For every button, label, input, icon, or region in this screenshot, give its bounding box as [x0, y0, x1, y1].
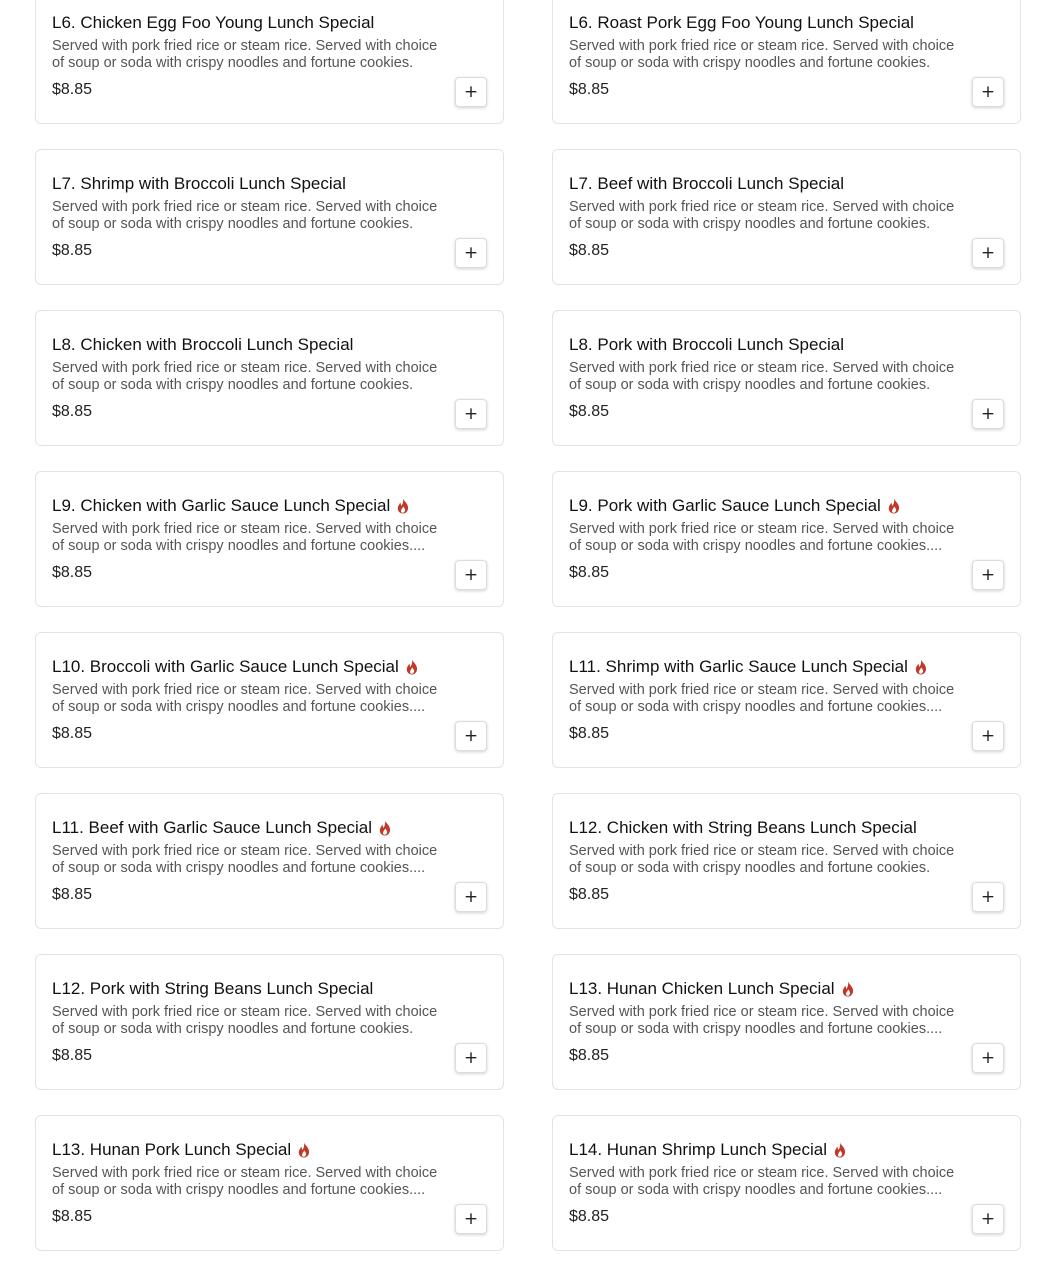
- menu-item-card[interactable]: [35, 954, 504, 1090]
- plus-icon: +: [463, 403, 479, 424]
- add-to-cart-button[interactable]: [972, 1204, 1004, 1234]
- flame-icon: [887, 498, 901, 514]
- menu-item-description: Served with pork fried rice or steam rice. Served with choice of soup or soda with crispy noodles and fortune cookies.: [569, 843, 955, 876]
- flame-icon: [396, 498, 410, 514]
- menu-item-description: Served with pork fried rice or steam rice. Served with choice of soup or soda with crispy noodles and fortune cookies.: [52, 1004, 438, 1037]
- menu-item-title: L8. Chicken with Broccoli Lunch Special: [52, 335, 354, 354]
- add-to-cart-button[interactable]: [972, 238, 1004, 268]
- plus-icon: +: [463, 1208, 479, 1229]
- menu-item-title: L9. Pork with Garlic Sauce Lunch Special: [569, 496, 881, 515]
- add-to-cart-button[interactable]: [972, 721, 1004, 751]
- menu-item-title: L9. Chicken with Garlic Sauce Lunch Special: [52, 496, 391, 515]
- menu-item-title: L7. Shrimp with Broccoli Lunch Special: [52, 174, 346, 193]
- menu-item-description: Served with pork fried rice or steam rice. Served with choice of soup or soda with crispy noodles and fortune cookies....: [569, 1004, 955, 1037]
- menu-item-title-row: [52, 1139, 487, 1161]
- add-to-cart-button[interactable]: [972, 399, 1004, 429]
- plus-icon: +: [463, 564, 479, 585]
- menu-item-card[interactable]: [552, 0, 1021, 124]
- add-to-cart-button[interactable]: [455, 1043, 487, 1073]
- plus-icon: +: [463, 725, 479, 746]
- menu-item-price: $8.85: [569, 242, 610, 259]
- plus-icon: +: [980, 725, 996, 746]
- menu-item-title: L6. Chicken Egg Foo Young Lunch Special: [52, 13, 375, 32]
- menu-item-price: $8.85: [52, 564, 93, 581]
- menu-item-card[interactable]: [35, 632, 504, 768]
- flame-icon: [833, 1142, 847, 1158]
- flame-icon: [297, 1142, 311, 1158]
- menu-item-card[interactable]: [35, 471, 504, 607]
- add-to-cart-button[interactable]: [455, 882, 487, 912]
- plus-icon: +: [463, 242, 479, 263]
- menu-item-title: L12. Chicken with String Beans Lunch Special: [569, 818, 917, 837]
- plus-icon: +: [980, 1208, 996, 1229]
- plus-icon: +: [980, 1047, 996, 1068]
- menu-item-title-row: [52, 495, 487, 517]
- menu-item-card[interactable]: [552, 149, 1021, 285]
- menu-item-title-row: [569, 656, 1004, 678]
- add-to-cart-button[interactable]: [972, 77, 1004, 107]
- menu-item-description: Served with pork fried rice or steam rice. Served with choice of soup or soda with crispy noodles and fortune cookies....: [52, 843, 438, 876]
- plus-icon: +: [463, 1047, 479, 1068]
- menu-item-price: $8.85: [569, 403, 610, 420]
- menu-item-title-row: [569, 817, 1004, 839]
- plus-icon: +: [980, 886, 996, 907]
- flame-icon: [841, 981, 855, 997]
- menu-item-price: $8.85: [52, 725, 93, 742]
- plus-icon: +: [980, 81, 996, 102]
- menu-item-title-row: [52, 978, 487, 1000]
- menu-item-card[interactable]: [552, 1115, 1021, 1251]
- menu-item-price: $8.85: [52, 403, 93, 420]
- menu-item-card[interactable]: [552, 954, 1021, 1090]
- add-to-cart-button[interactable]: [455, 77, 487, 107]
- menu-item-description: Served with pork fried rice or steam rice. Served with choice of soup or soda with crispy noodles and fortune cookies....: [52, 1165, 438, 1198]
- menu-item-card[interactable]: [552, 471, 1021, 607]
- add-to-cart-button[interactable]: [972, 1043, 1004, 1073]
- menu-item-title-row: [569, 173, 1004, 195]
- add-to-cart-button[interactable]: [972, 882, 1004, 912]
- add-to-cart-button[interactable]: [972, 560, 1004, 590]
- menu-item-title-row: [52, 817, 487, 839]
- menu-item-card[interactable]: [35, 149, 504, 285]
- menu-item-title-row: [569, 495, 1004, 517]
- plus-icon: +: [980, 242, 996, 263]
- menu-item-title-row: [569, 978, 1004, 1000]
- menu-item-description: Served with pork fried rice or steam rice. Served with choice of soup or soda with crispy noodles and fortune cookies.: [52, 360, 438, 393]
- menu-item-title-row: [52, 334, 487, 356]
- menu-item-title: L8. Pork with Broccoli Lunch Special: [569, 335, 844, 354]
- menu-item-description: Served with pork fried rice or steam rice. Served with choice of soup or soda with crispy noodles and fortune cookies.: [569, 38, 955, 71]
- plus-icon: +: [980, 564, 996, 585]
- menu-item-description: Served with pork fried rice or steam rice. Served with choice of soup or soda with crispy noodles and fortune cookies.: [52, 38, 438, 71]
- menu-item-title: L6. Roast Pork Egg Foo Young Lunch Special: [569, 13, 914, 32]
- menu-item-title: L11. Beef with Garlic Sauce Lunch Special: [52, 818, 373, 837]
- menu-item-title-row: [52, 12, 487, 34]
- menu-item-card[interactable]: [35, 1115, 504, 1251]
- menu-item-price: $8.85: [569, 1047, 610, 1064]
- menu-item-price: $8.85: [52, 81, 93, 98]
- menu-item-description: Served with pork fried rice or steam rice. Served with choice of soup or soda with crispy noodles and fortune cookies....: [569, 682, 955, 715]
- menu-item-card[interactable]: [552, 793, 1021, 929]
- menu-item-price: $8.85: [569, 1208, 610, 1225]
- menu-item-description: Served with pork fried rice or steam rice. Served with choice of soup or soda with crispy noodles and fortune cookies.: [569, 199, 955, 232]
- menu-item-title: L7. Beef with Broccoli Lunch Special: [569, 174, 844, 193]
- menu-item-card[interactable]: [35, 793, 504, 929]
- menu-item-price: $8.85: [52, 242, 93, 259]
- add-to-cart-button[interactable]: [455, 721, 487, 751]
- menu-item-price: $8.85: [52, 886, 93, 903]
- menu-item-price: $8.85: [52, 1208, 93, 1225]
- plus-icon: +: [463, 886, 479, 907]
- menu-item-price: $8.85: [569, 886, 610, 903]
- menu-item-description: Served with pork fried rice or steam rice. Served with choice of soup or soda with crispy noodles and fortune cookies....: [52, 521, 438, 554]
- menu-item-title-row: [52, 173, 487, 195]
- menu-item-description: Served with pork fried rice or steam rice. Served with choice of soup or soda with crispy noodles and fortune cookies.: [569, 360, 955, 393]
- add-to-cart-button[interactable]: [455, 238, 487, 268]
- menu-item-price: $8.85: [569, 725, 610, 742]
- plus-icon: +: [463, 81, 479, 102]
- menu-item-title-row: [569, 12, 1004, 34]
- menu-item-description: Served with pork fried rice or steam rice. Served with choice of soup or soda with crispy noodles and fortune cookies....: [569, 521, 955, 554]
- flame-icon: [405, 659, 419, 675]
- flame-icon: [378, 820, 392, 836]
- menu-item-card[interactable]: [35, 0, 504, 124]
- menu-item-grid: [35, 0, 1021, 1251]
- menu-item-title: L13. Hunan Pork Lunch Special: [52, 1140, 292, 1159]
- menu-item-title: L10. Broccoli with Garlic Sauce Lunch Special: [52, 657, 399, 676]
- menu-item-description: Served with pork fried rice or steam rice. Served with choice of soup or soda with crispy noodles and fortune cookies....: [52, 682, 438, 715]
- menu-item-title: L12. Pork with String Beans Lunch Special: [52, 979, 374, 998]
- menu-item-title: L13. Hunan Chicken Lunch Special: [569, 979, 835, 998]
- add-to-cart-button[interactable]: [455, 1204, 487, 1234]
- menu-item-card[interactable]: [552, 310, 1021, 446]
- menu-item-price: $8.85: [52, 1047, 93, 1064]
- menu-item-price: $8.85: [569, 564, 610, 581]
- flame-icon: [914, 659, 928, 675]
- menu-item-description: Served with pork fried rice or steam rice. Served with choice of soup or soda with crispy noodles and fortune cookies....: [569, 1165, 955, 1198]
- menu-item-card[interactable]: [552, 632, 1021, 768]
- add-to-cart-button[interactable]: [455, 560, 487, 590]
- add-to-cart-button[interactable]: [455, 399, 487, 429]
- menu-item-card[interactable]: [35, 310, 504, 446]
- menu-item-title-row: [569, 1139, 1004, 1161]
- menu-item-title: L11. Shrimp with Garlic Sauce Lunch Special: [569, 657, 908, 676]
- menu-item-title-row: [52, 656, 487, 678]
- menu-item-price: $8.85: [569, 81, 610, 98]
- menu-item-title: L14. Hunan Shrimp Lunch Special: [569, 1140, 827, 1159]
- menu-item-title-row: [569, 334, 1004, 356]
- menu-item-description: Served with pork fried rice or steam rice. Served with choice of soup or soda with crispy noodles and fortune cookies.: [52, 199, 438, 232]
- plus-icon: +: [980, 403, 996, 424]
